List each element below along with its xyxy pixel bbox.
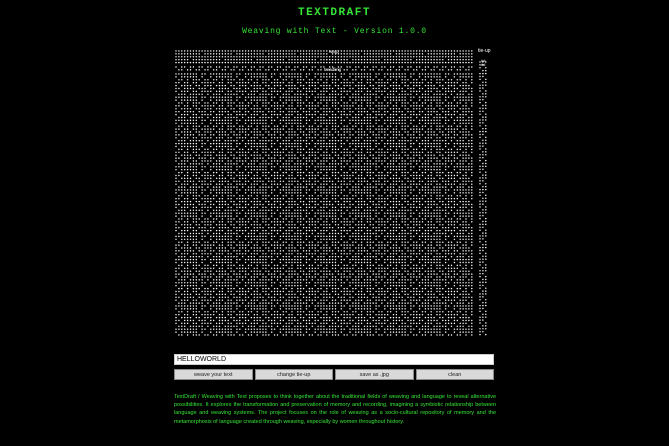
warp-label: warp xyxy=(329,49,339,54)
app-title: TEXTDRAFT xyxy=(298,7,371,19)
save-jpg-button[interactable]: save as .jpg xyxy=(335,369,414,380)
treadling-label: treadling xyxy=(324,67,342,72)
tieup-label: tie-up xyxy=(478,48,491,54)
clean-button[interactable]: clean xyxy=(416,369,495,380)
tieup-mark: ## ## xyxy=(481,58,486,67)
weave-button[interactable]: weave your text xyxy=(174,369,253,380)
button-row xyxy=(174,369,494,380)
project-description: TextDraft / Weaving with Text proposes to think together about the traditional fields of weaving and language to reveal alternative possibilities. It explores the transformation and preservation of memory and recording, imagining a symbiotic relationship between language and weaving systems. The project focuses on the role of weaving as a socio-cultural repository of memory and the metamorphosis of language created through weaving, especially by women throughout history. xyxy=(174,394,496,425)
change-tieup-button[interactable]: change tie-up xyxy=(255,369,334,380)
app-subtitle: Weaving with Text - Version 1.0.0 xyxy=(242,27,427,36)
text-input[interactable] xyxy=(174,354,494,365)
weaving-draft xyxy=(174,48,496,346)
draft-pattern-canvas xyxy=(174,48,496,346)
